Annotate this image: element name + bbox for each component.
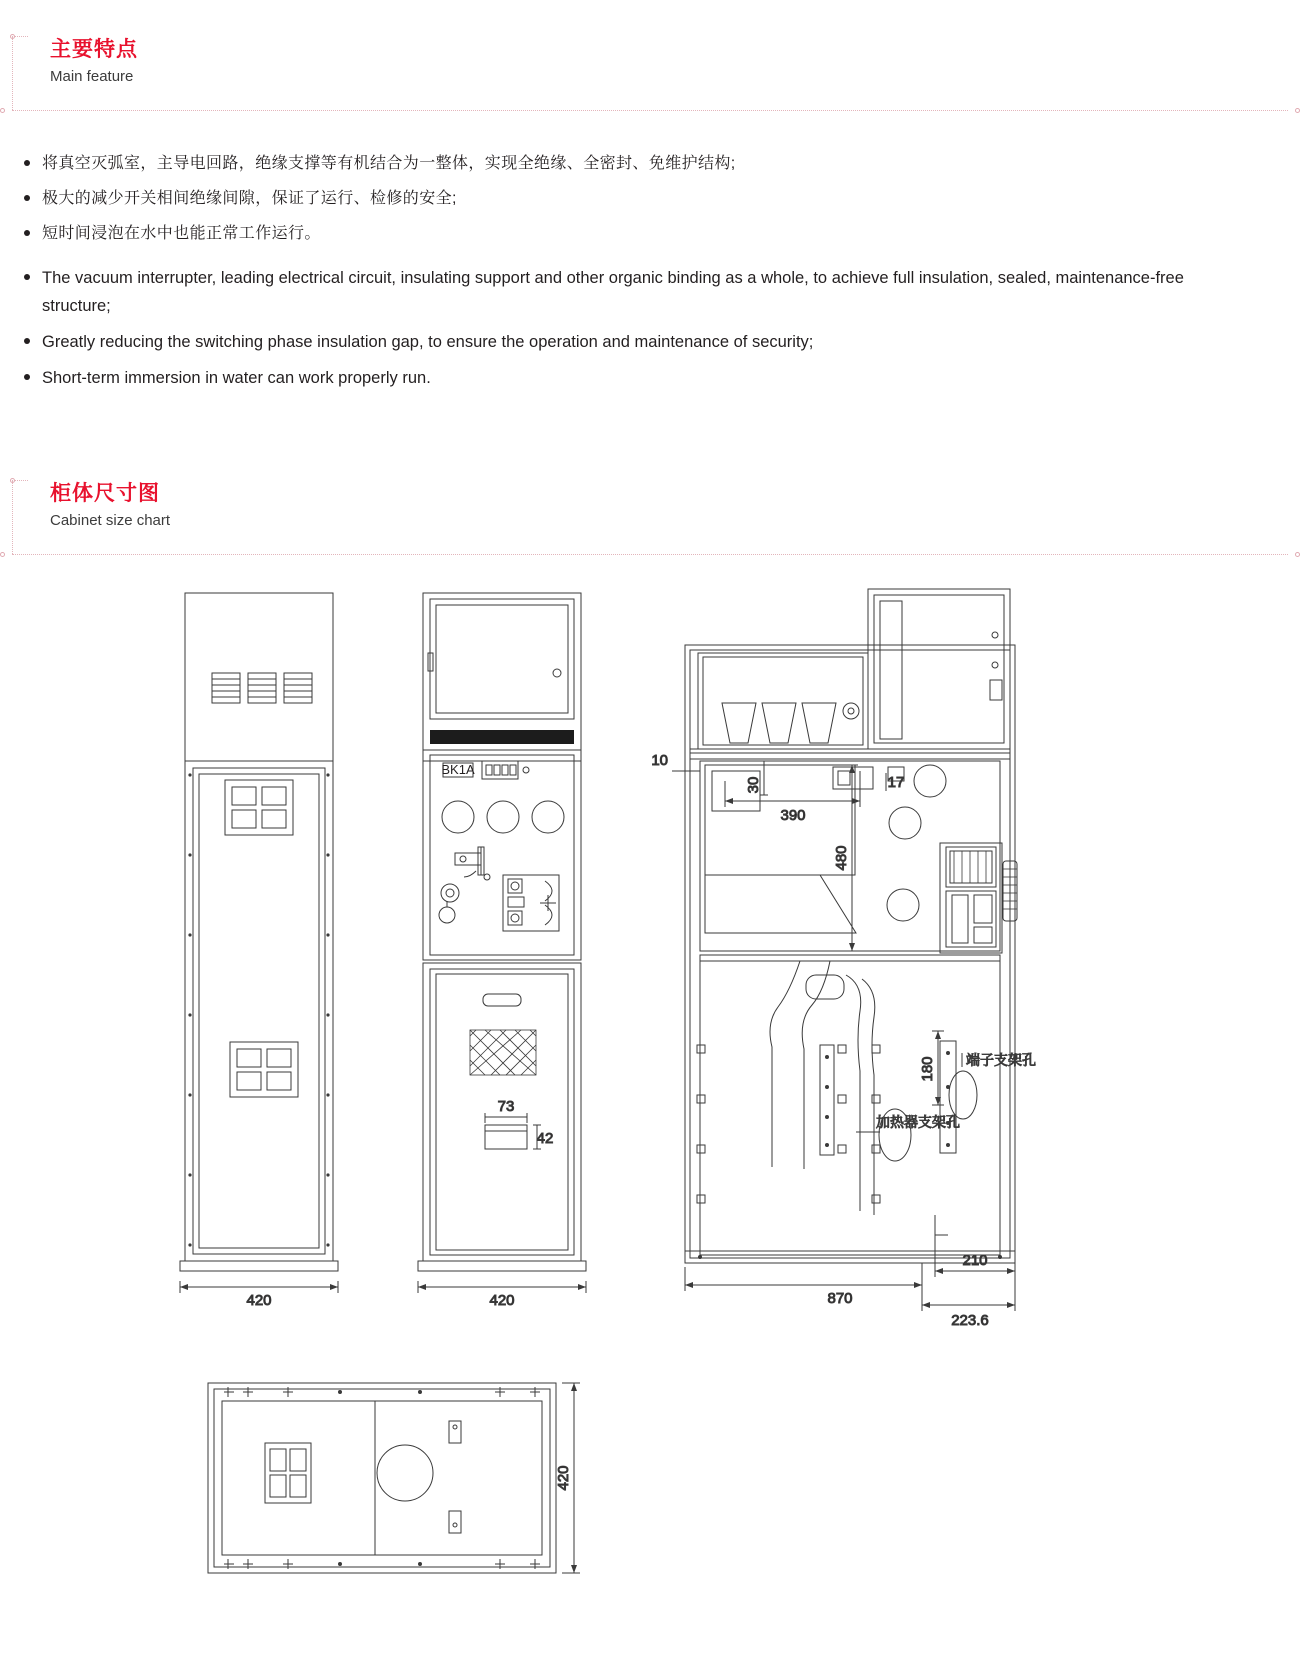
list-item: The vacuum interrupter, leading electrical circuit, insulating support and other organic binding as a whole, to achieve full insulation, sealed, maintenance-free structure;	[20, 264, 1240, 320]
feature-list-cn	[20, 150, 1260, 255]
section-title-en: Main feature	[50, 68, 134, 85]
section-header-cabinet-size	[0, 480, 1300, 532]
section-title-cn: 柜体尺寸图	[50, 482, 160, 505]
list-item: 短时间浸泡在水中也能正常工作运行。	[20, 220, 1260, 247]
dimension-detail-width: 73	[497, 1098, 515, 1115]
dimension-panel-width: 420	[489, 1292, 515, 1309]
cabinet-dimension-drawings	[0, 575, 1300, 1585]
section-title-cn: 主要特点	[50, 38, 138, 61]
section-divider	[12, 554, 1288, 555]
front-panel-view	[418, 593, 586, 1309]
dimension-223-6: 223.6	[951, 1312, 989, 1329]
dimension-480: 480	[833, 845, 850, 871]
decorative-vline	[12, 36, 13, 110]
list-item: Short-term immersion in water can work properly run.	[20, 364, 1240, 392]
terminal-bracket-hole-label: 端子支架孔	[966, 1052, 1036, 1068]
dimension-30: 30	[745, 776, 762, 794]
dimension-870: 870	[827, 1290, 853, 1307]
heater-bracket-hole-label: 加热器支架孔	[876, 1114, 960, 1130]
dimension-10: 10	[651, 752, 668, 769]
decorative-corner	[12, 36, 28, 52]
panel-brand-label: BK1A	[441, 762, 475, 777]
section-title-en: Cabinet size chart	[50, 512, 171, 529]
dimension-17: 17	[887, 774, 905, 791]
decorative-vline	[12, 480, 13, 554]
list-item: Greatly reducing the switching phase insulation gap, to ensure the operation and maintenance of security;	[20, 328, 1240, 356]
list-item: 将真空灭弧室，主导电回路，绝缘支撑等有机结合为一整体，实现全绝缘、全密封、免维护结构;	[20, 150, 1260, 177]
list-item: 极大的减少开关相间绝缘间隙，保证了运行、检修的安全;	[20, 185, 1260, 212]
front-view	[180, 593, 338, 1309]
top-view	[208, 1383, 580, 1573]
dimension-top-depth: 420	[555, 1465, 572, 1491]
side-section-view	[651, 589, 1036, 1329]
section-divider	[12, 110, 1288, 111]
dimension-210: 210	[962, 1252, 988, 1269]
dimension-180: 180	[919, 1056, 936, 1082]
dimension-front-width: 420	[246, 1292, 272, 1309]
decorative-corner	[12, 480, 28, 496]
dimension-detail-height: 42	[536, 1130, 554, 1147]
feature-list-en	[20, 264, 1240, 400]
dimension-390: 390	[780, 807, 806, 824]
section-header-main-feature	[0, 36, 1300, 88]
